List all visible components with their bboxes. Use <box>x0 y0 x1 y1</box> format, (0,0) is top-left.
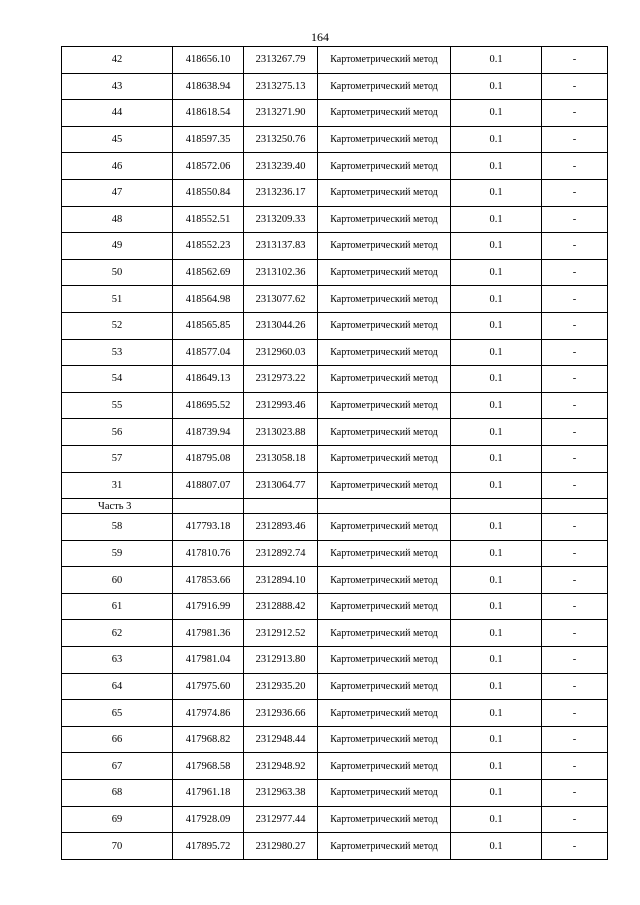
y-coordinate-cell: 2312980.27 <box>244 833 318 860</box>
y-coordinate-cell: 2313023.88 <box>244 419 318 446</box>
y-coordinate-cell: 2312935.20 <box>244 673 318 700</box>
coordinates-table-body <box>62 47 608 860</box>
accuracy-cell: 0.1 <box>451 673 542 700</box>
method-cell: Картометрический метод <box>318 833 451 860</box>
accuracy-cell: 0.1 <box>451 620 542 647</box>
extra-cell: - <box>542 73 608 100</box>
point-number-cell: 43 <box>62 73 173 100</box>
x-coordinate-cell: 418618.54 <box>173 100 244 127</box>
accuracy-cell: 0.1 <box>451 540 542 567</box>
accuracy-cell: 0.1 <box>451 153 542 180</box>
x-coordinate-cell: 417968.58 <box>173 753 244 780</box>
y-coordinate-cell: 2312973.22 <box>244 366 318 393</box>
method-cell: Картометрический метод <box>318 780 451 807</box>
x-coordinate-cell: 418565.85 <box>173 312 244 339</box>
y-coordinate-cell: 2313102.36 <box>244 259 318 286</box>
y-coordinate-cell: 2312912.52 <box>244 620 318 647</box>
extra-cell: - <box>542 647 608 674</box>
accuracy-cell: 0.1 <box>451 233 542 260</box>
y-coordinate-cell: 2313275.13 <box>244 73 318 100</box>
x-coordinate-cell: 418552.23 <box>173 233 244 260</box>
y-coordinate-cell: 2312893.46 <box>244 514 318 541</box>
point-number-cell: 67 <box>62 753 173 780</box>
method-cell: Картометрический метод <box>318 472 451 499</box>
point-number-cell: 45 <box>62 126 173 153</box>
coordinates-table <box>61 46 608 860</box>
table-row <box>62 126 608 153</box>
method-cell: Картометрический метод <box>318 806 451 833</box>
extra-cell: - <box>542 206 608 233</box>
accuracy-cell: 0.1 <box>451 514 542 541</box>
point-number-cell: 59 <box>62 540 173 567</box>
accuracy-cell: 0.1 <box>451 647 542 674</box>
method-cell: Картометрический метод <box>318 312 451 339</box>
accuracy-cell: 0.1 <box>451 126 542 153</box>
table-row <box>62 179 608 206</box>
accuracy-cell: 0.1 <box>451 286 542 313</box>
accuracy-cell: 0.1 <box>451 366 542 393</box>
method-cell: Картометрический метод <box>318 179 451 206</box>
method-cell: Картометрический метод <box>318 445 451 472</box>
point-number-cell: 66 <box>62 726 173 753</box>
table-row <box>62 339 608 366</box>
point-number-cell: 51 <box>62 286 173 313</box>
point-number-cell: 69 <box>62 806 173 833</box>
x-coordinate-cell: 418739.94 <box>173 419 244 446</box>
method-cell: Картометрический метод <box>318 700 451 727</box>
method-cell: Картометрический метод <box>318 233 451 260</box>
x-coordinate-cell: 417981.04 <box>173 647 244 674</box>
method-cell: Картометрический метод <box>318 673 451 700</box>
point-number-cell: 57 <box>62 445 173 472</box>
x-coordinate-cell: 417916.99 <box>173 593 244 620</box>
accuracy-cell: 0.1 <box>451 700 542 727</box>
table-row <box>62 366 608 393</box>
method-cell: Картометрический метод <box>318 647 451 674</box>
point-number-cell: 60 <box>62 567 173 594</box>
x-coordinate-cell: 418695.52 <box>173 392 244 419</box>
x-coordinate-cell: 418795.08 <box>173 445 244 472</box>
point-number-cell: 42 <box>62 47 173 74</box>
table-row <box>62 700 608 727</box>
extra-cell: - <box>542 673 608 700</box>
y-coordinate-cell: 2312948.92 <box>244 753 318 780</box>
x-coordinate-cell: 418638.94 <box>173 73 244 100</box>
method-cell: Картометрический метод <box>318 540 451 567</box>
point-number-cell: 50 <box>62 259 173 286</box>
x-coordinate-cell: 417974.86 <box>173 700 244 727</box>
extra-cell: - <box>542 153 608 180</box>
extra-cell: - <box>542 726 608 753</box>
extra-cell: - <box>542 286 608 313</box>
x-coordinate-cell: 417968.82 <box>173 726 244 753</box>
point-number-cell: 65 <box>62 700 173 727</box>
table-row <box>62 673 608 700</box>
accuracy-cell: 0.1 <box>451 833 542 860</box>
method-cell: Картометрический метод <box>318 206 451 233</box>
accuracy-cell: 0.1 <box>451 100 542 127</box>
y-coordinate-cell: 2312913.80 <box>244 647 318 674</box>
point-number-cell: 49 <box>62 233 173 260</box>
accuracy-cell: 0.1 <box>451 339 542 366</box>
extra-cell: - <box>542 700 608 727</box>
table-row <box>62 73 608 100</box>
y-coordinate-cell: 2312894.10 <box>244 567 318 594</box>
method-cell: Картометрический метод <box>318 620 451 647</box>
point-number-cell: 47 <box>62 179 173 206</box>
accuracy-cell: 0.1 <box>451 206 542 233</box>
table-row <box>62 753 608 780</box>
method-cell: Картометрический метод <box>318 339 451 366</box>
x-coordinate-cell: 418577.04 <box>173 339 244 366</box>
table-row <box>62 567 608 594</box>
y-coordinate-cell: 2313239.40 <box>244 153 318 180</box>
accuracy-cell: 0.1 <box>451 392 542 419</box>
method-cell: Картометрический метод <box>318 366 451 393</box>
extra-cell: - <box>542 514 608 541</box>
accuracy-cell: 0.1 <box>451 73 542 100</box>
y-coordinate-cell: 2313137.83 <box>244 233 318 260</box>
table-row <box>62 233 608 260</box>
table-row <box>62 780 608 807</box>
accuracy-cell: 0.1 <box>451 567 542 594</box>
table-row <box>62 833 608 860</box>
x-coordinate-cell: 418807.07 <box>173 472 244 499</box>
extra-cell: - <box>542 833 608 860</box>
method-cell: Картометрический метод <box>318 286 451 313</box>
accuracy-cell: 0.1 <box>451 593 542 620</box>
point-number-cell: 52 <box>62 312 173 339</box>
x-coordinate-cell: 417975.60 <box>173 673 244 700</box>
accuracy-cell: 0.1 <box>451 259 542 286</box>
y-coordinate-cell: 2313267.79 <box>244 47 318 74</box>
table-row <box>62 259 608 286</box>
table-row <box>62 445 608 472</box>
method-cell: Картометрический метод <box>318 126 451 153</box>
point-number-cell: 44 <box>62 100 173 127</box>
table-row <box>62 286 608 313</box>
y-coordinate-cell: 2313044.26 <box>244 312 318 339</box>
point-number-cell: 48 <box>62 206 173 233</box>
point-number-cell: 54 <box>62 366 173 393</box>
x-coordinate-cell: 418550.84 <box>173 179 244 206</box>
extra-cell: - <box>542 100 608 127</box>
accuracy-cell: 0.1 <box>451 726 542 753</box>
point-number-cell: 70 <box>62 833 173 860</box>
table-row <box>62 392 608 419</box>
extra-cell: - <box>542 780 608 807</box>
table-row <box>62 419 608 446</box>
empty-cell <box>244 499 318 514</box>
page-number: 164 <box>311 30 329 44</box>
method-cell: Картометрический метод <box>318 47 451 74</box>
extra-cell: - <box>542 806 608 833</box>
accuracy-cell: 0.1 <box>451 445 542 472</box>
y-coordinate-cell: 2312936.66 <box>244 700 318 727</box>
point-number-cell: 53 <box>62 339 173 366</box>
method-cell: Картометрический метод <box>318 73 451 100</box>
x-coordinate-cell: 418656.10 <box>173 47 244 74</box>
y-coordinate-cell: 2312948.44 <box>244 726 318 753</box>
y-coordinate-cell: 2313064.77 <box>244 472 318 499</box>
point-number-cell: 46 <box>62 153 173 180</box>
point-number-cell: 63 <box>62 647 173 674</box>
accuracy-cell: 0.1 <box>451 419 542 446</box>
table-row <box>62 593 608 620</box>
point-number-cell: 64 <box>62 673 173 700</box>
table-row <box>62 312 608 339</box>
table-row <box>62 620 608 647</box>
extra-cell: - <box>542 567 608 594</box>
extra-cell: - <box>542 753 608 780</box>
extra-cell: - <box>542 540 608 567</box>
accuracy-cell: 0.1 <box>451 312 542 339</box>
accuracy-cell: 0.1 <box>451 472 542 499</box>
empty-cell <box>173 499 244 514</box>
x-coordinate-cell: 418564.98 <box>173 286 244 313</box>
x-coordinate-cell: 417961.18 <box>173 780 244 807</box>
extra-cell: - <box>542 47 608 74</box>
extra-cell: - <box>542 233 608 260</box>
table-row <box>62 472 608 499</box>
y-coordinate-cell: 2312888.42 <box>244 593 318 620</box>
y-coordinate-cell: 2313209.33 <box>244 206 318 233</box>
point-number-cell: 62 <box>62 620 173 647</box>
table-row <box>62 47 608 74</box>
table-row <box>62 806 608 833</box>
table-row <box>62 540 608 567</box>
section-row <box>62 499 608 514</box>
x-coordinate-cell: 418597.35 <box>173 126 244 153</box>
x-coordinate-cell: 417853.66 <box>173 567 244 594</box>
y-coordinate-cell: 2313250.76 <box>244 126 318 153</box>
y-coordinate-cell: 2313271.90 <box>244 100 318 127</box>
table-row <box>62 514 608 541</box>
y-coordinate-cell: 2312963.38 <box>244 780 318 807</box>
point-number-cell: 61 <box>62 593 173 620</box>
empty-cell <box>318 499 451 514</box>
point-number-cell: 55 <box>62 392 173 419</box>
point-number-cell: 56 <box>62 419 173 446</box>
extra-cell: - <box>542 339 608 366</box>
extra-cell: - <box>542 620 608 647</box>
x-coordinate-cell: 417793.18 <box>173 514 244 541</box>
x-coordinate-cell: 418649.13 <box>173 366 244 393</box>
extra-cell: - <box>542 392 608 419</box>
method-cell: Картометрический метод <box>318 153 451 180</box>
y-coordinate-cell: 2312892.74 <box>244 540 318 567</box>
empty-cell <box>542 499 608 514</box>
accuracy-cell: 0.1 <box>451 179 542 206</box>
method-cell: Картометрический метод <box>318 419 451 446</box>
extra-cell: - <box>542 259 608 286</box>
x-coordinate-cell: 417895.72 <box>173 833 244 860</box>
y-coordinate-cell: 2312977.44 <box>244 806 318 833</box>
point-number-cell: 58 <box>62 514 173 541</box>
table-row <box>62 100 608 127</box>
accuracy-cell: 0.1 <box>451 780 542 807</box>
extra-cell: - <box>542 179 608 206</box>
table-row <box>62 647 608 674</box>
accuracy-cell: 0.1 <box>451 47 542 74</box>
method-cell: Картометрический метод <box>318 726 451 753</box>
method-cell: Картометрический метод <box>318 753 451 780</box>
method-cell: Картометрический метод <box>318 392 451 419</box>
y-coordinate-cell: 2313058.18 <box>244 445 318 472</box>
x-coordinate-cell: 418562.69 <box>173 259 244 286</box>
method-cell: Картометрический метод <box>318 567 451 594</box>
table-row <box>62 726 608 753</box>
extra-cell: - <box>542 593 608 620</box>
point-number-cell: 31 <box>62 472 173 499</box>
method-cell: Картометрический метод <box>318 593 451 620</box>
extra-cell: - <box>542 472 608 499</box>
method-cell: Картометрический метод <box>318 259 451 286</box>
extra-cell: - <box>542 445 608 472</box>
y-coordinate-cell: 2313236.17 <box>244 179 318 206</box>
y-coordinate-cell: 2312993.46 <box>244 392 318 419</box>
table-row <box>62 206 608 233</box>
accuracy-cell: 0.1 <box>451 753 542 780</box>
x-coordinate-cell: 418572.06 <box>173 153 244 180</box>
x-coordinate-cell: 418552.51 <box>173 206 244 233</box>
y-coordinate-cell: 2312960.03 <box>244 339 318 366</box>
x-coordinate-cell: 417928.09 <box>173 806 244 833</box>
extra-cell: - <box>542 366 608 393</box>
empty-cell <box>451 499 542 514</box>
extra-cell: - <box>542 126 608 153</box>
extra-cell: - <box>542 312 608 339</box>
accuracy-cell: 0.1 <box>451 806 542 833</box>
section-label: Часть 3 <box>62 499 173 514</box>
x-coordinate-cell: 417981.36 <box>173 620 244 647</box>
point-number-cell: 68 <box>62 780 173 807</box>
method-cell: Картометрический метод <box>318 100 451 127</box>
x-coordinate-cell: 417810.76 <box>173 540 244 567</box>
y-coordinate-cell: 2313077.62 <box>244 286 318 313</box>
extra-cell: - <box>542 419 608 446</box>
table-row <box>62 153 608 180</box>
method-cell: Картометрический метод <box>318 514 451 541</box>
